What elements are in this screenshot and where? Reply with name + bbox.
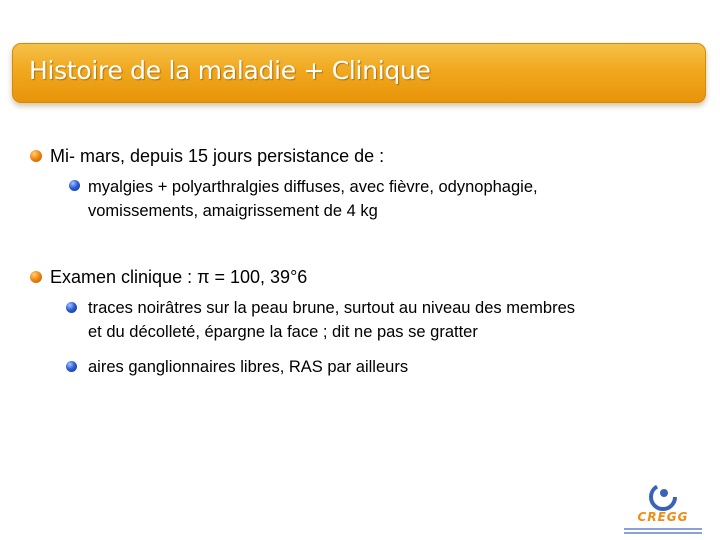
sub-bullet-dot-icon <box>69 180 80 191</box>
slide-title-bar <box>12 43 706 103</box>
bullet-2-text: Examen clinique : π = 100, 39°6 <box>50 267 308 287</box>
sub-bullet-dot-icon <box>66 302 77 313</box>
bullet-dot-icon <box>30 150 42 162</box>
bullet-dot-icon <box>30 271 42 283</box>
sub-bullet-2-1-line-2: et du décolleté, épargne la face ; dit ne pas se gratter <box>88 323 478 341</box>
sub-bullet-1-1-line-1: myalgies + polyarthralgies diffuses, avec fièvre, odynophagie, <box>88 178 538 196</box>
logo-text: CREGG <box>637 510 689 524</box>
slide-title: Histoire de la maladie + Clinique <box>29 56 431 85</box>
sub-bullet-dot-icon <box>66 361 77 372</box>
logo-swirl-icon <box>648 482 678 512</box>
sub-bullet-2-1-line-1: traces noirâtres sur la peau brune, surtout au niveau des membres <box>88 299 576 317</box>
bullet-1-text: Mi- mars, depuis 15 jours persistance de : <box>50 146 385 166</box>
cregg-logo <box>620 482 706 538</box>
sub-bullet-1-1-line-2: vomissements, amaigrissement de 4 kg <box>88 202 378 220</box>
sub-bullet-2-2-line-1: aires ganglionnaires libres, RAS par ailleurs <box>88 358 409 376</box>
